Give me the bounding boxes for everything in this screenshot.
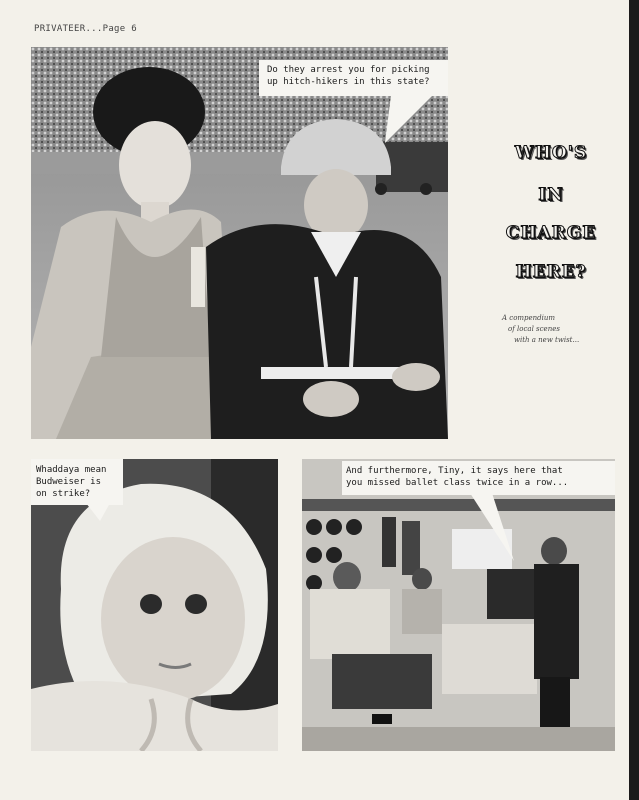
subtitle — [502, 313, 622, 346]
caption-br-line-1: And furthermore, Tiny, it says here that — [346, 466, 563, 476]
headline-line-2: IN — [538, 185, 564, 205]
caption-bubble-top-tail — [381, 95, 441, 145]
photo-bottom-left-baby — [31, 459, 278, 751]
page-header: PRIVATEER...Page 6 — [34, 24, 137, 34]
caption-bl-line-3: on strike? — [36, 489, 91, 499]
caption-bubble-bottom-left — [31, 459, 123, 505]
headline-line-1: WHO'S — [514, 143, 588, 163]
headline-line-4: HERE? — [515, 262, 587, 282]
caption-bubble-bottom-left-tail — [86, 503, 116, 523]
caption-bl-line-1: Whaddaya mean — [36, 465, 107, 475]
caption-bubble-top — [259, 60, 448, 96]
caption-bubble-bottom-right-tail — [470, 493, 520, 563]
subtitle-line-3: with a new twist... — [514, 336, 580, 344]
photo-bottom-right-booth — [302, 459, 615, 751]
caption-top-line-2: up hitch-hikers in this state? — [267, 77, 430, 87]
headline-line-3: CHARGE — [505, 223, 597, 243]
subtitle-line-1: A compendium — [502, 314, 556, 322]
caption-br-line-2: you missed ballet class twice in a row... — [346, 478, 569, 488]
subtitle-line-2: of local scenes — [508, 325, 560, 333]
caption-bl-line-2: Budweiser is — [36, 477, 102, 487]
photo-bottom-right-image — [302, 459, 615, 751]
caption-bubble-bottom-right — [342, 461, 615, 495]
page-edge-shadow — [629, 0, 639, 800]
photo-top-queen-and-sailor — [31, 47, 448, 439]
caption-top-line-1: Do they arrest you for picking — [267, 65, 430, 75]
